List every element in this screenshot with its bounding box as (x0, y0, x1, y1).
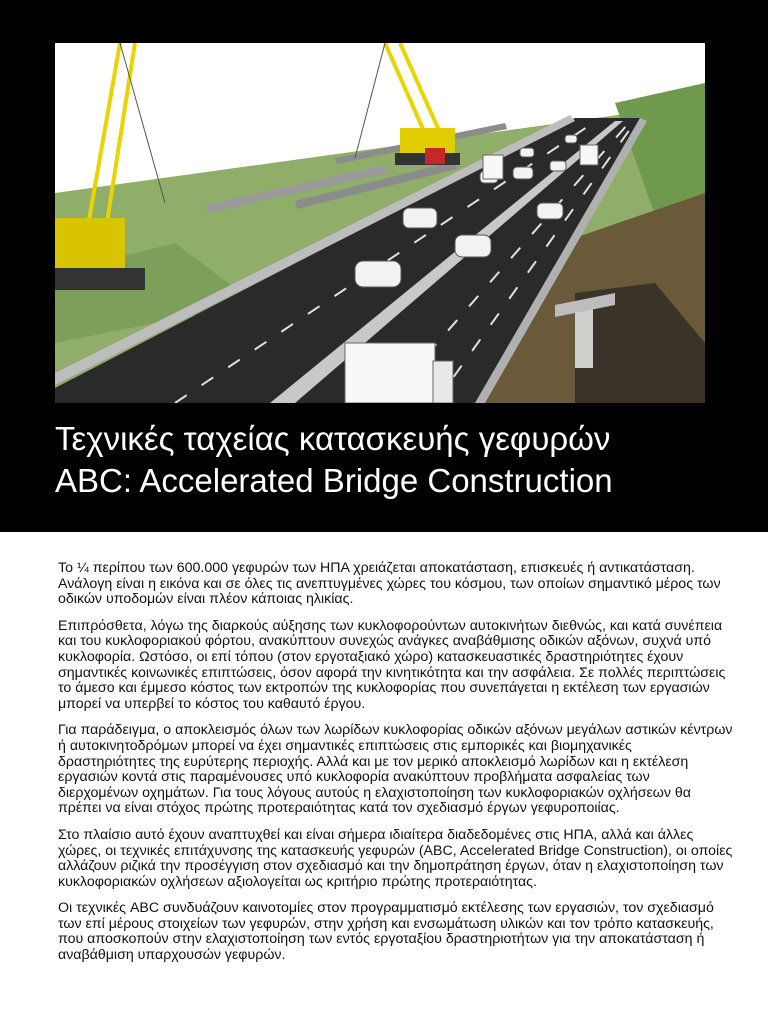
paragraph-3: Για παράδειγμα, ο αποκλεισμός όλων των λωρίδων κυκλοφορίας οδικών αξόνων μεγάλων αστικών κέντρων ή αυτοκινητοδρόμων μπορεί να έχει σημαντικές επιπτώσεις στις εμπορικές και βιομηχανικές δραστηριότητες της ευρύτερης περιοχής. Αλλά και με τον μερικό αποκλεισμό λωρίδων και η εκτέλεση εργασιών κοντά στις παραμένουσες υπό κυκλοφορία ανακύπτουν προβλήματα ασφαλείας των διερχομένων οχημάτων. Για τους λόγους αυτούς η ελαχιστοποίηση των κυκλοφοριακών οχλήσεων θα πρέπει να είναι στόχος πρώτης προτεραιότητας κατά τον σχεδιασμό έργων γεφυροποιίας. (58, 722, 733, 817)
bridge-construction-illustration (55, 43, 705, 403)
paragraph-5: Οι τεχνικές ABC συνδυάζουν καινοτομίες στον προγραμματισμό εκτέλεσης των εργασιών, τον σχεδιασμό των επί μέρους στοιχείων των γεφυρών, στην χρήση και ενσωμάτωση υλικών και τον τρόπο κατασκευής, που αποσκοπούν στην ελαχιστοποίηση των εντός εργοταξίου δραστηριοτήτων για την αποκατάσταση ή αναβάθμιση υπαρχουσών γεφυρών. (58, 900, 714, 964)
title-line-2: ABC: Accelerated Bridge Construction (55, 462, 613, 499)
paragraph-1: Το ¼ περίπου των 600.000 γεφυρών των ΗΠΑ χρειάζεται αποκατάσταση, επισκευές ή αντικατάσταση. Ανάλογη είναι η εικόνα και σε όλες τις ανεπτυγμένες χώρες του κόσμου, των οποίων σημαντικό μέρος των οδικών υποδομών είναι πλέον κάποιας ηλικίας. (58, 560, 721, 608)
article-body (58, 561, 733, 975)
page-title (55, 418, 735, 502)
paragraph-2: Επιπρόσθετα, λόγω της διαρκούς αύξησης των κυκλοφορούντων αυτοκινήτων διεθνώς, και κατά συνέπεια και του κυκλοφοριακού φόρτου, ανακύπτουν συνεχώς ανάγκες αναβάθμισης οδικών αξόνων, συχνά υπό κυκλοφορία. Ωστόσο, οι επί τόπου (στον εργοταξιακό χώρο) κατασκευαστικές δραστηριότητες έχουν σημαντικές κοινωνικές επιπτώσεις, όσον αφορά την κινητικότητα και την ασφάλεια. Σε πολλές περιπτώσεις το άμεσο και έμμεσο κόστος των εκτροπών της κυκλοφορίας που συνεπάγεται η εκτέλεση των εργασιών μπορεί να υπερβεί το κόστος του καθαυτό έργου. (58, 617, 726, 712)
hero-image (55, 43, 705, 403)
title-line-1: Τεχνικές ταχείας κατασκευής γεφυρών (55, 420, 611, 457)
paragraph-4: Στο πλαίσιο αυτό έχουν αναπτυχθεί και είναι σήμερα ιδιαίτερα διαδεδομένες στις ΗΠΑ, αλλά και άλλες χώρες, οι τεχνικές επιτάχυνσης της κατασκευής γεφυρών (ABC, Accelerated Bridge Construction), οι οποίες αλλάζουν ριζικά την προσέγγιση στον σχεδιασμό και την δημοπράτηση έργων, όταν η ελαχιστοποίηση των κυκλοφοριακών οχλήσεων αξιολογείται ως κριτήριο πρώτης προτεραιότητας. (58, 826, 733, 890)
